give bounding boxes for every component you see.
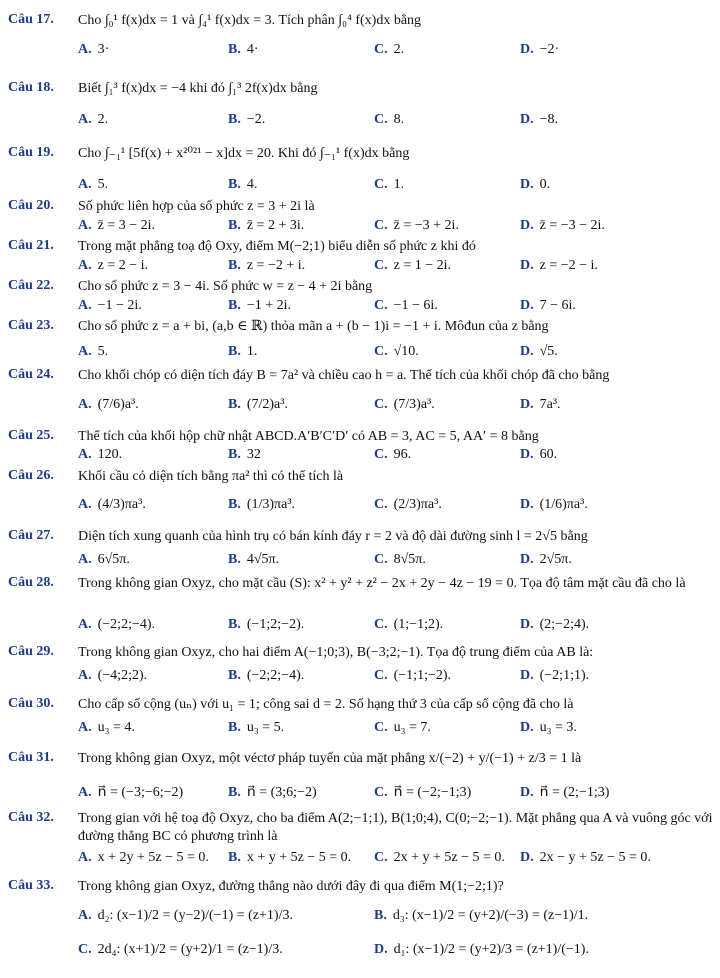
question-stem: Diện tích xung quanh của hình trụ có bán kính đáy r = 2 và độ dài đường sinh l = 2√5 bằng xyxy=(78,529,588,544)
options-row xyxy=(78,720,713,740)
option-a: A. (7/6)a³. xyxy=(78,397,139,412)
question-stem: Trong gian với hệ toạ độ Oxyz, cho ba điểm A(2;−1;1), B(1;0;4), C(0;−2;−1). Mặt phẳng qua A và vuông góc với đường thẳng BC có phương trình là xyxy=(78,811,716,844)
option-a: A. d₂: (x−1)/2 = (y−2)/(−1) = (z+1)/3. xyxy=(78,908,293,923)
question-stem: Cho cấp số cộng (uₙ) với u₁ = 1; công sai d = 2. Số hạng thứ 3 của cấp số cộng đã cho là xyxy=(78,697,574,712)
option-d: D. 2√5π. xyxy=(520,552,572,567)
question-18 xyxy=(8,80,713,130)
option-a: A. 3· xyxy=(78,42,110,57)
question-27 xyxy=(8,528,713,572)
question-22 xyxy=(8,278,713,318)
question-20 xyxy=(8,198,713,238)
option-c: C. √10. xyxy=(374,344,419,359)
options-row xyxy=(78,397,713,417)
option-c: C. 8. xyxy=(374,112,405,127)
option-c: C. 8√5π. xyxy=(374,552,426,567)
option-c: C. (−1;1;−2). xyxy=(374,668,452,683)
option-b: B. (−2;2;−4). xyxy=(228,668,305,683)
question-17 xyxy=(8,12,713,62)
question-stem: Khối cầu có diện tích bằng πa² thì có thể tích là xyxy=(78,469,344,484)
question-stem: Số phức liên hợp của số phức z = 3 + 2i là xyxy=(78,199,315,214)
option-c: C. (2/3)πa³. xyxy=(374,497,442,512)
option-a: A. n⃗ = (−3;−6;−2) xyxy=(78,785,184,800)
question-stem: Cho khối chóp có diện tích đáy B = 7a² và chiều cao h = a. Thể tích của khối chóp đã cho bằng xyxy=(78,368,610,383)
option-c: C. z̄ = −3 + 2i. xyxy=(374,218,459,233)
question-24 xyxy=(8,367,713,417)
question-stem: Trong mặt phẳng toạ độ Oxy, điểm M(−2;1) biểu diễn số phức z khi đó xyxy=(78,239,476,254)
question-stem: Cho số phức z = 3 − 4i. Số phức w = z − 4 + 2i bằng xyxy=(78,279,373,294)
option-b: B. 32 xyxy=(228,447,261,462)
question-number: Câu 32. xyxy=(8,810,54,825)
option-a: A. (−2;2;−4). xyxy=(78,617,156,632)
option-d: D. (2;−2;4). xyxy=(520,617,590,632)
question-number: Câu 26. xyxy=(8,468,54,483)
option-c: C. 2. xyxy=(374,42,405,57)
question-32 xyxy=(8,810,716,872)
options-row xyxy=(78,344,713,364)
option-d: D. √5. xyxy=(520,344,558,359)
option-d: D. 0. xyxy=(520,177,551,192)
options-row xyxy=(78,298,713,318)
option-a: A. z = 2 − i. xyxy=(78,258,149,273)
option-d: D. (1/6)πa³. xyxy=(520,497,588,512)
option-b: B. −2. xyxy=(228,112,266,127)
question-31 xyxy=(8,750,713,802)
option-c: C. 96. xyxy=(374,447,412,462)
option-d: D. z̄ = −3 − 2i. xyxy=(520,218,605,233)
options-row xyxy=(78,784,713,804)
question-stem: Cho số phức z = a + bi, (a,b ∈ ℝ) thỏa mãn a + (b − 1)i = −1 + i. Môđun của z bằng xyxy=(78,319,549,334)
option-b: B. x + y + 5z − 5 = 0. xyxy=(228,850,352,865)
option-a: A. 5. xyxy=(78,177,109,192)
question-number: Câu 23. xyxy=(8,318,54,333)
question-number: Câu 21. xyxy=(8,238,54,253)
question-stem: Cho ∫₋₁¹ [5f(x) + x²⁰²¹ − x]dx = 20. Khi đó ∫₋₁¹ f(x)dx bằng xyxy=(78,146,410,161)
question-number: Câu 31. xyxy=(8,750,54,765)
option-c: C. −1 − 6i. xyxy=(374,298,438,313)
option-b: B. −1 + 2i. xyxy=(228,298,292,313)
option-a: A. 5. xyxy=(78,344,109,359)
question-number: Câu 29. xyxy=(8,644,54,659)
question-stem: Biết ∫₁³ f(x)dx = −4 khi đó ∫₁³ 2f(x)dx bằng xyxy=(78,81,318,96)
question-28 xyxy=(8,575,713,637)
option-b: B. n⃗ = (3;6;−2) xyxy=(228,785,317,800)
question-25 xyxy=(8,428,713,468)
question-number: Câu 33. xyxy=(8,878,54,893)
option-d: D. d₁: (x−1)/2 = (y+2)/3 = (z+1)/(−1). xyxy=(374,942,589,957)
question-number: Câu 28. xyxy=(8,575,54,590)
options-row xyxy=(78,552,713,572)
option-d: D. z = −2 − i. xyxy=(520,258,598,273)
question-26 xyxy=(8,468,713,518)
option-b: B. 4· xyxy=(228,42,259,57)
option-b: B. z̄ = 2 + 3i. xyxy=(228,218,305,233)
question-number: Câu 27. xyxy=(8,528,54,543)
option-b: B. 4. xyxy=(228,177,258,192)
option-c: C. 2d₄: (x+1)/2 = (y+2)/1 = (z−1)/3. xyxy=(78,942,283,957)
question-stem: Trong không gian Oxyz, một véctơ pháp tuyến của mặt phẳng x/(−2) + y/(−1) + z/3 = 1 là xyxy=(78,751,582,766)
option-c: C. u₃ = 7. xyxy=(374,720,431,735)
option-a: A. 120. xyxy=(78,447,123,462)
question-number: Câu 22. xyxy=(8,278,54,293)
option-a: A. x + 2y + 5z − 5 = 0. xyxy=(78,850,209,865)
option-b: B. z = −2 + i. xyxy=(228,258,306,273)
options-row xyxy=(78,850,713,870)
question-stem: Cho ∫₀¹ f(x)dx = 1 và ∫₄¹ f(x)dx = 3. Tích phân ∫₀⁴ f(x)dx bằng xyxy=(78,13,422,28)
question-number: Câu 30. xyxy=(8,696,54,711)
option-b: B. d₃: (x−1)/2 = (y+2)/(−3) = (z−1)/1. xyxy=(374,908,589,923)
question-19 xyxy=(8,145,713,195)
option-d: D. u₃ = 3. xyxy=(520,720,577,735)
option-b: B. (7/2)a³. xyxy=(228,397,288,412)
option-a: A. −1 − 2i. xyxy=(78,298,142,313)
options-row xyxy=(78,617,713,637)
option-c: C. n⃗ = (−2;−1;3) xyxy=(374,785,472,800)
option-d: D. −2· xyxy=(520,42,560,57)
options-row xyxy=(78,42,713,62)
option-d: D. 7 − 6i. xyxy=(520,298,576,313)
option-a: A. 2. xyxy=(78,112,109,127)
question-number: Câu 20. xyxy=(8,198,54,213)
options-row xyxy=(78,218,713,238)
question-33 xyxy=(8,878,713,974)
options-row xyxy=(78,668,713,688)
option-d: D. −8. xyxy=(520,112,559,127)
options-row xyxy=(78,177,713,197)
question-number: Câu 19. xyxy=(8,145,54,160)
option-c: C. 2x + y + 5z − 5 = 0. xyxy=(374,850,505,865)
option-a: A. z̄ = 3 − 2i. xyxy=(78,218,156,233)
question-number: Câu 17. xyxy=(8,12,54,27)
options-row xyxy=(78,908,713,928)
option-d: D. (−2;1;1). xyxy=(520,668,590,683)
options-row xyxy=(78,258,713,278)
option-d: D. 2x − y + 5z − 5 = 0. xyxy=(520,850,651,865)
question-stem: Thể tích của khối hộp chữ nhật ABCD.A′B′C′D′ có AB = 3, AC = 5, AA′ = 8 bằng xyxy=(78,429,539,444)
option-a: A. (4/3)πa³. xyxy=(78,497,146,512)
option-c: C. 1. xyxy=(374,177,405,192)
question-number: Câu 24. xyxy=(8,367,54,382)
option-a: A. (−4;2;2). xyxy=(78,668,148,683)
option-d: D. n⃗ = (2;−1;3) xyxy=(520,785,610,800)
question-stem: Trong không gian Oxyz, đường thẳng nào dưới đây đi qua điểm M(1;−2;1)? xyxy=(78,879,504,894)
question-23 xyxy=(8,318,713,364)
question-number: Câu 25. xyxy=(8,428,54,443)
option-a: A. 6√5π. xyxy=(78,552,130,567)
option-c: C. (1;−1;2). xyxy=(374,617,444,632)
options-row xyxy=(78,447,713,467)
option-b: B. u₃ = 5. xyxy=(228,720,285,735)
question-30 xyxy=(8,696,713,740)
option-d: D. 7a³. xyxy=(520,397,561,412)
question-29 xyxy=(8,644,713,688)
option-b: B. (−1;2;−2). xyxy=(228,617,305,632)
option-b: B. (1/3)πa³. xyxy=(228,497,296,512)
option-b: B. 1. xyxy=(228,344,258,359)
question-21 xyxy=(8,238,713,278)
options-row xyxy=(78,942,713,962)
question-stem: Trong không gian Oxyz, cho mặt cầu (S): x² + y² + z² − 2x + 2y − 4z − 19 = 0. Tọa độ tâm mặt cầu đã cho là xyxy=(78,576,686,591)
question-stem: Trong không gian Oxyz, cho hai điểm A(−1;0;3), B(−3;2;−1). Tọa độ trung điểm của AB là: xyxy=(78,645,594,660)
question-number: Câu 18. xyxy=(8,80,54,95)
option-c: C. z = 1 − 2i. xyxy=(374,258,452,273)
options-row xyxy=(78,112,713,132)
option-b: B. 4√5π. xyxy=(228,552,280,567)
options-row xyxy=(78,497,713,517)
option-c: C. (7/3)a³. xyxy=(374,397,435,412)
option-a: A. u₃ = 4. xyxy=(78,720,135,735)
option-d: D. 60. xyxy=(520,447,558,462)
